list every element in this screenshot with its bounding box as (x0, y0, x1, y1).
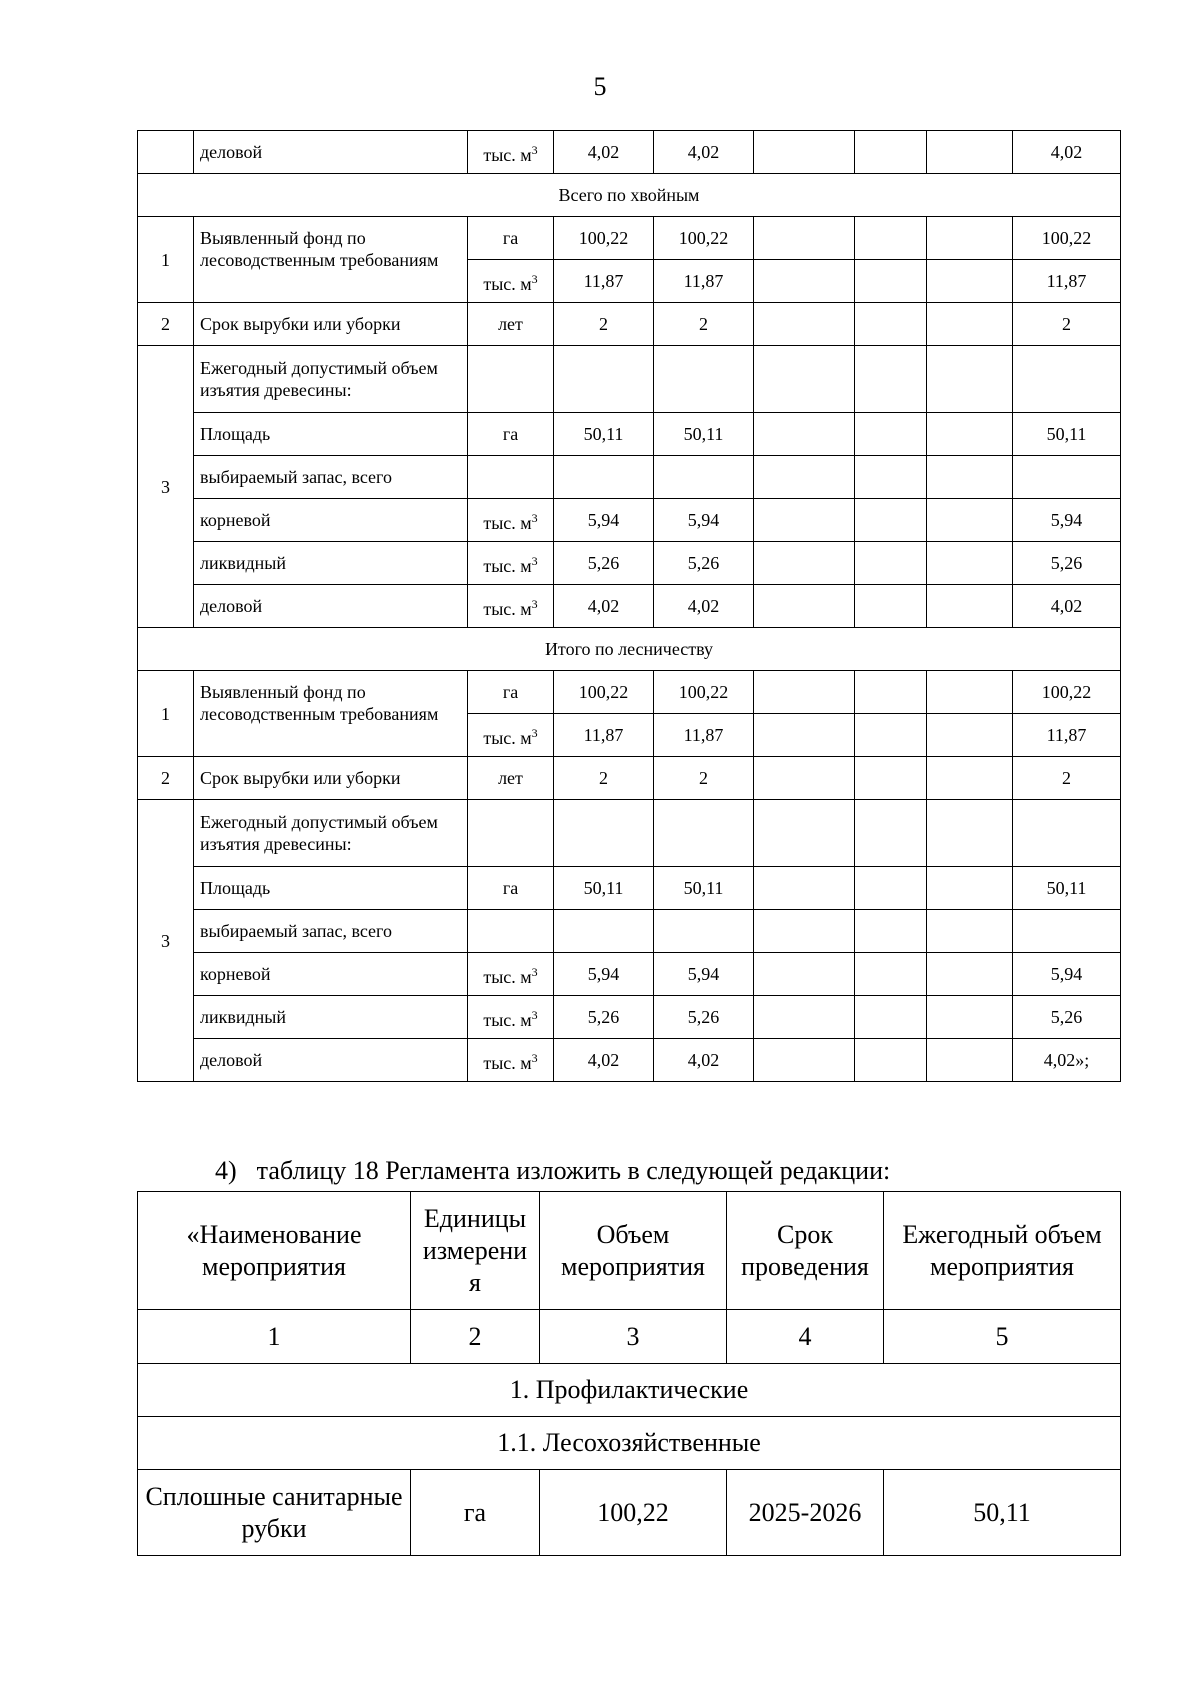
value-cell (754, 217, 855, 260)
value-cell (855, 413, 927, 456)
row-number: 3 (138, 346, 194, 628)
unit-label: лет (498, 768, 523, 788)
table-row (138, 953, 1121, 996)
indicator-name: ликвидный (194, 996, 468, 1039)
unit-label: га (502, 424, 519, 444)
value-cell (754, 671, 855, 714)
row-number: 3 (138, 800, 194, 1082)
unit-label: тыс. м (483, 273, 532, 294)
value-cell: 5,94 (654, 499, 754, 542)
table-row (138, 1470, 1121, 1556)
table-row (138, 867, 1121, 910)
value-cell: 11,87 (1013, 260, 1121, 303)
section-row (138, 628, 1121, 671)
value-cell: 100,22 (554, 671, 654, 714)
value-cell (927, 456, 1013, 499)
value-cell: 100,22 (1013, 217, 1121, 260)
unit-label: тыс. м (483, 1009, 532, 1030)
unit-cell (468, 867, 554, 910)
value-cell: 2 (1013, 757, 1121, 800)
value-cell (554, 800, 654, 867)
table-row (138, 671, 1121, 714)
value-cell: 4,02 (554, 585, 654, 628)
column-number: 1 (138, 1310, 411, 1364)
value-cell (855, 303, 927, 346)
value-cell (927, 217, 1013, 260)
header-cell: Срок проведения (727, 1192, 884, 1310)
indicator-name: ликвидный (194, 542, 468, 585)
value-cell: 2 (1013, 303, 1121, 346)
row-number (138, 131, 194, 174)
value-cell (855, 346, 927, 413)
value-cell: 4,02 (1013, 131, 1121, 174)
value-cell (754, 456, 855, 499)
value-cell: 4,02 (1013, 585, 1121, 628)
unit-cell (468, 499, 554, 542)
row-number: 2 (138, 757, 194, 800)
indicator-name: Площадь (194, 867, 468, 910)
column-number: 3 (540, 1310, 727, 1364)
value-cell (754, 346, 855, 413)
value-cell (927, 800, 1013, 867)
value-cell (754, 757, 855, 800)
value-cell (927, 867, 1013, 910)
unit-cell (468, 910, 554, 953)
value-cell: 11,87 (654, 714, 754, 757)
unit-cell (468, 131, 554, 174)
value-cell (927, 131, 1013, 174)
value-cell: 2 (654, 303, 754, 346)
value-cell (754, 867, 855, 910)
value-cell (855, 456, 927, 499)
value-cell (927, 346, 1013, 413)
table-row (138, 910, 1121, 953)
indicator-name: Ежегодный допустимый объем изъятия древесины: (194, 800, 468, 867)
unit-cell (468, 217, 554, 260)
section-row (138, 174, 1121, 217)
value-cell (754, 413, 855, 456)
subsection-row (138, 1417, 1121, 1470)
unit-label: га (502, 228, 519, 248)
value-cell: 50,11 (654, 867, 754, 910)
indicator-name: Выявленный фонд по лесоводственным требованиям (194, 217, 468, 303)
header-row (138, 1192, 1121, 1310)
value-cell (754, 542, 855, 585)
column-number-row (138, 1310, 1121, 1364)
page-number: 5 (593, 72, 607, 101)
unit-cell (468, 953, 554, 996)
unit-cell (468, 346, 554, 413)
value-cell: 2 (654, 757, 754, 800)
value-cell (855, 910, 927, 953)
value-cell: 11,87 (554, 260, 654, 303)
amendment-number: 4) (215, 1156, 237, 1185)
measure-annual: 50,11 (884, 1470, 1121, 1556)
value-cell (554, 346, 654, 413)
value-cell (1013, 346, 1121, 413)
table-row (138, 542, 1121, 585)
unit-cell (468, 671, 554, 714)
value-cell (855, 800, 927, 867)
value-cell (754, 131, 855, 174)
unit-label: тыс. м (483, 555, 532, 576)
unit-label: га (502, 682, 519, 702)
value-cell (927, 499, 1013, 542)
value-cell (1013, 456, 1121, 499)
value-cell (554, 456, 654, 499)
row-number: 1 (138, 671, 194, 757)
section-title: Всего по хвойным (138, 174, 1121, 217)
value-cell: 100,22 (654, 217, 754, 260)
value-cell: 4,02 (554, 1039, 654, 1082)
value-cell (654, 910, 754, 953)
table-row (138, 499, 1121, 542)
indicator-name: Срок вырубки или уборки (194, 757, 468, 800)
value-cell: 50,11 (554, 867, 654, 910)
column-number: 4 (727, 1310, 884, 1364)
value-cell (654, 800, 754, 867)
column-number: 2 (411, 1310, 540, 1364)
unit-cell (468, 800, 554, 867)
value-cell: 4,02 (654, 131, 754, 174)
table-row (138, 413, 1121, 456)
unit-label: тыс. м (483, 1052, 532, 1073)
value-cell: 5,94 (654, 953, 754, 996)
unit-superscript: 3 (531, 964, 538, 979)
value-cell: 5,26 (654, 542, 754, 585)
indicator-name: корневой (194, 953, 468, 996)
indicator-name: Площадь (194, 413, 468, 456)
unit-cell (468, 303, 554, 346)
unit-superscript: 3 (531, 725, 538, 740)
value-cell: 5,94 (554, 953, 654, 996)
value-cell (855, 1039, 927, 1082)
row-number: 2 (138, 303, 194, 346)
value-cell: 11,87 (654, 260, 754, 303)
value-cell (927, 714, 1013, 757)
value-cell (855, 714, 927, 757)
measure-name: Сплошные санитарные рубки (138, 1470, 411, 1556)
value-cell (754, 1039, 855, 1082)
value-cell (855, 671, 927, 714)
value-cell (754, 953, 855, 996)
value-cell: 4,02»; (1013, 1039, 1121, 1082)
value-cell (855, 217, 927, 260)
value-cell (927, 303, 1013, 346)
section-row (138, 1364, 1121, 1417)
value-cell (554, 910, 654, 953)
value-cell: 50,11 (1013, 867, 1121, 910)
row-number: 1 (138, 217, 194, 303)
unit-cell (468, 757, 554, 800)
unit-superscript: 3 (531, 596, 538, 611)
measure-period: 2025-2026 (727, 1470, 884, 1556)
unit-cell (468, 996, 554, 1039)
value-cell (754, 303, 855, 346)
table-row (138, 996, 1121, 1039)
header-cell: Ежегодный объем мероприятия (884, 1192, 1121, 1310)
unit-cell (468, 585, 554, 628)
indicator-name: выбираемый запас, всего (194, 910, 468, 953)
value-cell (927, 953, 1013, 996)
value-cell: 11,87 (554, 714, 654, 757)
value-cell (855, 867, 927, 910)
unit-label: тыс. м (483, 598, 532, 619)
indicator-name: деловой (194, 131, 468, 174)
table-row (138, 303, 1121, 346)
value-cell: 100,22 (1013, 671, 1121, 714)
value-cell (855, 585, 927, 628)
header-cell: Единицы измерени я (411, 1192, 540, 1310)
value-cell (927, 671, 1013, 714)
value-cell (855, 996, 927, 1039)
measure-unit: га (411, 1470, 540, 1556)
unit-cell (468, 260, 554, 303)
unit-superscript: 3 (531, 510, 538, 525)
value-cell: 5,26 (554, 996, 654, 1039)
table-row (138, 585, 1121, 628)
value-cell: 4,02 (554, 131, 654, 174)
value-cell: 100,22 (554, 217, 654, 260)
value-cell: 100,22 (654, 671, 754, 714)
subsection-title: 1.1. Лесохозяйственные (138, 1417, 1121, 1470)
value-cell: 5,94 (554, 499, 654, 542)
value-cell (855, 757, 927, 800)
value-cell (754, 499, 855, 542)
unit-label: тыс. м (483, 966, 532, 987)
value-cell (927, 910, 1013, 953)
unit-label: тыс. м (483, 512, 532, 533)
value-cell (754, 714, 855, 757)
value-cell: 5,26 (554, 542, 654, 585)
indicator-name: корневой (194, 499, 468, 542)
column-number: 5 (884, 1310, 1121, 1364)
value-cell (754, 585, 855, 628)
table-row (138, 757, 1121, 800)
measure-volume: 100,22 (540, 1470, 727, 1556)
unit-superscript: 3 (531, 142, 538, 157)
unit-label: тыс. м (483, 144, 532, 165)
table-row (138, 346, 1121, 413)
value-cell (1013, 800, 1121, 867)
unit-cell (468, 456, 554, 499)
forest-regulation-table (137, 130, 1121, 1082)
value-cell (927, 585, 1013, 628)
unit-label: лет (498, 314, 523, 334)
value-cell: 2 (554, 303, 654, 346)
table-row (138, 217, 1121, 260)
value-cell: 5,94 (1013, 499, 1121, 542)
value-cell (855, 542, 927, 585)
value-cell: 5,26 (1013, 996, 1121, 1039)
unit-cell (468, 542, 554, 585)
value-cell (927, 542, 1013, 585)
value-cell: 5,26 (654, 996, 754, 1039)
amendment-text: таблицу 18 Регламента изложить в следующей редакции: (256, 1156, 891, 1185)
unit-superscript: 3 (531, 553, 538, 568)
amendment-intro (215, 1156, 890, 1186)
value-cell (855, 953, 927, 996)
value-cell (927, 413, 1013, 456)
value-cell (754, 260, 855, 303)
header-cell: «Наименование мероприятия (138, 1192, 411, 1310)
value-cell (754, 910, 855, 953)
table-row (138, 1039, 1121, 1082)
value-cell: 2 (554, 757, 654, 800)
unit-label: га (502, 878, 519, 898)
value-cell (754, 996, 855, 1039)
indicator-name: Выявленный фонд по лесоводственным требованиям (194, 671, 468, 757)
value-cell (927, 996, 1013, 1039)
value-cell (927, 757, 1013, 800)
unit-cell (468, 1039, 554, 1082)
value-cell: 11,87 (1013, 714, 1121, 757)
unit-cell (468, 413, 554, 456)
unit-cell (468, 714, 554, 757)
value-cell (754, 800, 855, 867)
indicator-name: Срок вырубки или уборки (194, 303, 468, 346)
unit-superscript: 3 (531, 271, 538, 286)
indicator-name: деловой (194, 585, 468, 628)
value-cell (654, 346, 754, 413)
value-cell: 50,11 (654, 413, 754, 456)
value-cell: 4,02 (654, 1039, 754, 1082)
value-cell (927, 1039, 1013, 1082)
unit-superscript: 3 (531, 1007, 538, 1022)
section-title: Итого по лесничеству (138, 628, 1121, 671)
header-cell: Объем мероприятия (540, 1192, 727, 1310)
value-cell: 5,94 (1013, 953, 1121, 996)
indicator-name: выбираемый запас, всего (194, 456, 468, 499)
value-cell (654, 456, 754, 499)
table-row (138, 800, 1121, 867)
value-cell (855, 131, 927, 174)
value-cell (1013, 910, 1121, 953)
value-cell (927, 260, 1013, 303)
value-cell (855, 499, 927, 542)
table-row (138, 131, 1121, 174)
measures-table (137, 1191, 1121, 1556)
value-cell (855, 260, 927, 303)
unit-label: тыс. м (483, 727, 532, 748)
value-cell: 50,11 (554, 413, 654, 456)
value-cell: 5,26 (1013, 542, 1121, 585)
value-cell: 50,11 (1013, 413, 1121, 456)
indicator-name: деловой (194, 1039, 468, 1082)
unit-superscript: 3 (531, 1050, 538, 1065)
section-title: 1. Профилактические (138, 1364, 1121, 1417)
table-row (138, 456, 1121, 499)
value-cell: 4,02 (654, 585, 754, 628)
indicator-name: Ежегодный допустимый объем изъятия древесины: (194, 346, 468, 413)
